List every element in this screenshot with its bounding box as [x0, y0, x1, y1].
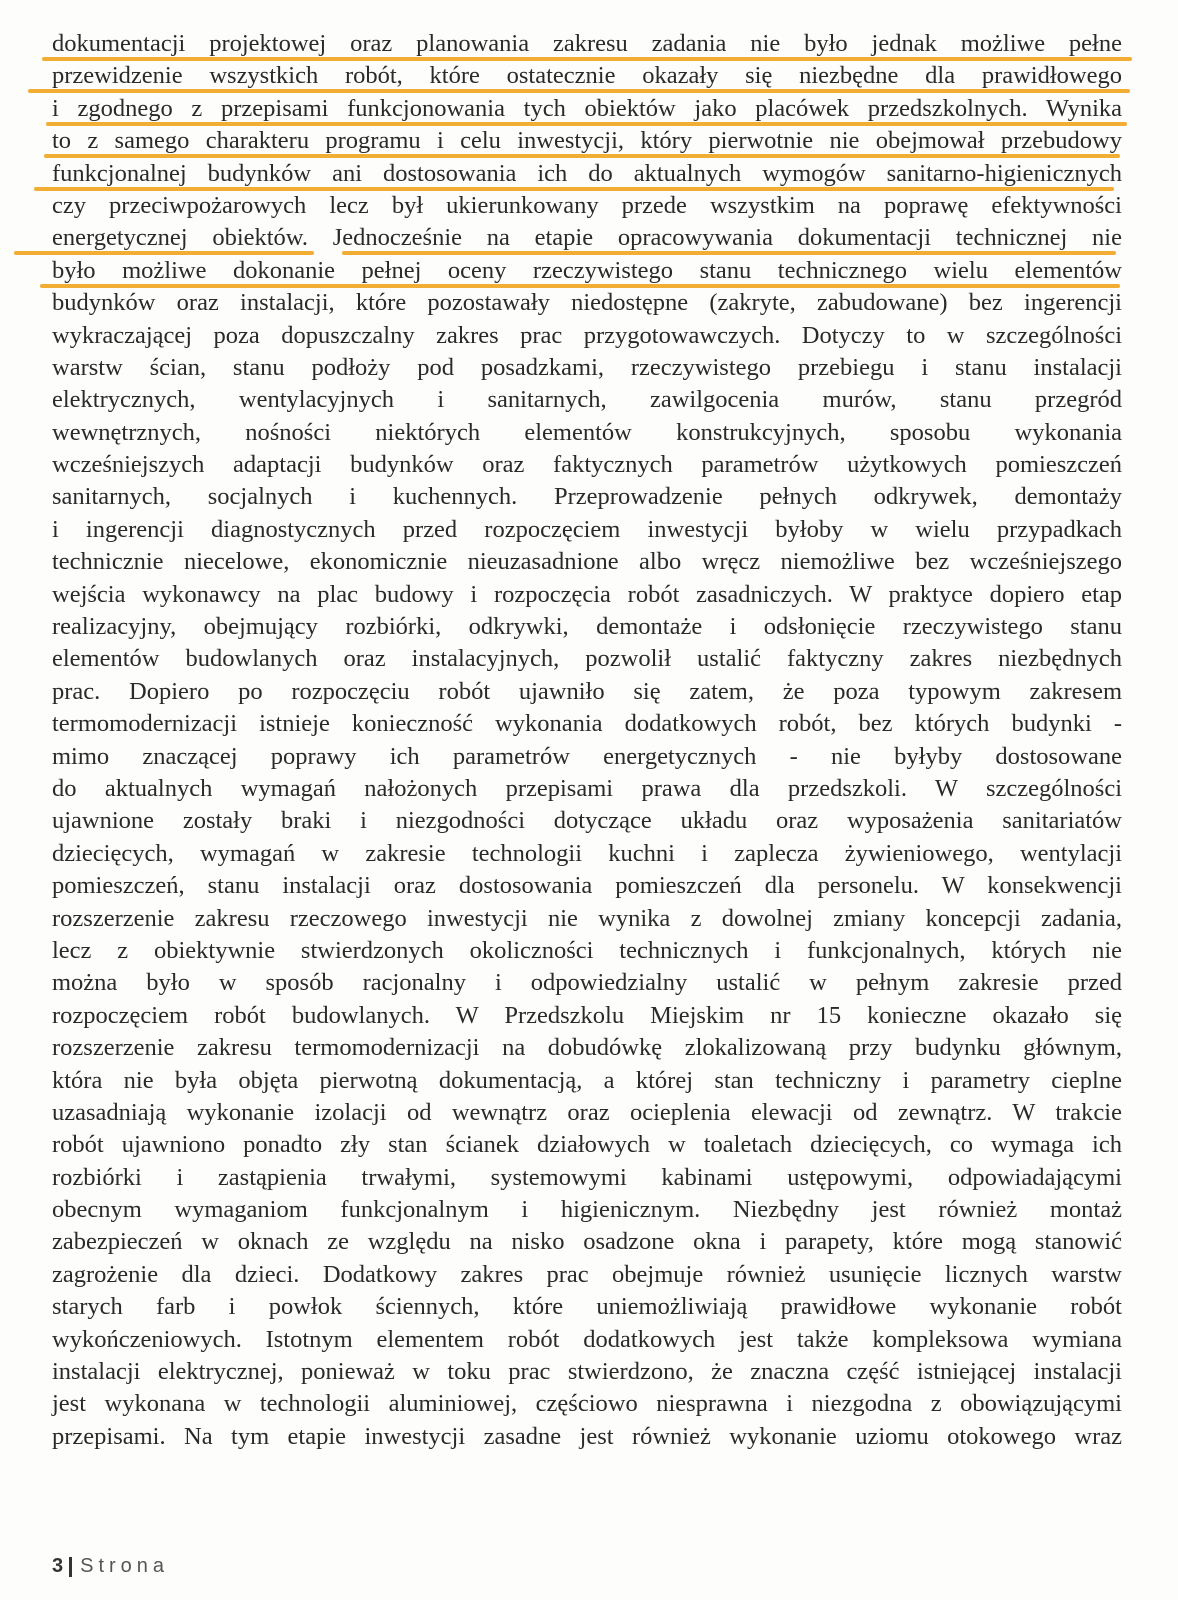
- text-line: pomieszczeń, stanu instalacji oraz dostosowania pomieszczeń dla personelu. W konsekwencji: [52, 872, 1122, 900]
- text-line: jest wykonana w technologii aluminiowej, częściowo niesprawna i niezgodna z obowiązującymi: [52, 1390, 1122, 1418]
- text-line: budynków oraz instalacji, które pozostawały niedostępne (zakryte, zabudowane) bez ingerencji: [52, 289, 1122, 317]
- page-footer: [52, 1555, 169, 1578]
- text-line: do aktualnych wymagań nałożonych przepisami prawa dla przedszkoli. W szczególności: [52, 774, 1122, 802]
- text-line: wykraczającej poza dopuszczalny zakres prac przygotowawczych. Dotyczy to w szczególności: [52, 321, 1122, 349]
- text-line: lecz z obiektywnie stwierdzonych okoliczności technicznych i funkcjonalnych, których nie: [52, 936, 1122, 964]
- highlighter-stroke: [42, 57, 1132, 61]
- highlighter-stroke: [342, 251, 1116, 255]
- text-line: instalacji elektrycznej, ponieważ w toku prac stwierdzono, że znaczna część istniejącej instalacji: [52, 1358, 1122, 1386]
- text-line: robót ujawniono ponadto zły stan ścianek działowych w toaletach dziecięcych, co wymaga ich: [52, 1131, 1122, 1159]
- highlighter-stroke: [46, 122, 1127, 126]
- text-line: prac. Dopiero po rozpoczęciu robót ujawniło się zatem, że poza typowym zakresem: [52, 677, 1122, 705]
- text-line: technicznie niecelowe, ekonomicznie nieuzasadnione albo wręcz niemożliwe bez wcześniejszego: [52, 548, 1122, 576]
- text-line: rozbiórki i zastąpienia trwałymi, systemowymi kabinami ustępowymi, odpowiadającymi: [52, 1163, 1122, 1191]
- text-line: wcześniejszych adaptacji budynków oraz faktycznych parametrów użytkowych pomieszczeń: [52, 451, 1122, 479]
- text-line: i ingerencji diagnostycznych przed rozpoczęciem inwestycji byłoby w wielu przypadkach: [52, 515, 1122, 543]
- body-text: [52, 28, 1122, 1453]
- text-line: dokumentacji projektowej oraz planowania zakresu zadania nie było jednak możliwe pełne: [52, 30, 1122, 57]
- text-line: przepisami. Na tym etapie inwestycji zasadne jest również wykonanie uziomu otokowego wraz: [52, 1422, 1122, 1450]
- highlighter-stroke: [14, 251, 314, 255]
- text-line: mimo znaczącej poprawy ich parametrów energetycznych - nie byłyby dostosowane: [52, 742, 1122, 770]
- text-line: to z samego charakteru programu i celu inwestycji, który pierwotnie nie obejmował przebudowy: [52, 127, 1122, 155]
- text-line: termomodernizacji istnieje konieczność wykonania dodatkowych robót, bez których budynki -: [52, 710, 1122, 738]
- highlighter-stroke: [44, 154, 1120, 158]
- text-line: było możliwe dokonanie pełnej oceny rzeczywistego stanu technicznego wielu elementów: [52, 256, 1122, 284]
- text-line: ujawnione zostały braki i niezgodności dotyczące układu oraz wyposażenia sanitariatów: [52, 807, 1122, 835]
- text-line: warstw ścian, stanu podłoży pod posadzkami, rzeczywistego przebiegu i stanu instalacji: [52, 353, 1122, 381]
- footer-separator: [69, 1557, 72, 1577]
- highlighter-stroke: [40, 284, 1120, 288]
- text-line: można było w sposób racjonalny i odpowiedzialny ustalić w pełnym zakresie przed: [52, 969, 1122, 997]
- text-line: realizacyjny, obejmujący rozbiórki, odkrywki, demontaże i odsłonięcie rzeczywistego stanu: [52, 613, 1122, 641]
- text-line: która nie była objęta pierwotną dokumentacją, a której stan techniczny i parametry cieplne: [52, 1066, 1122, 1094]
- text-line: dziecięcych, wymagań w zakresie technologii kuchni i zaplecza żywieniowego, wentylacji: [52, 839, 1122, 867]
- text-line: wewnętrznych, nośności niektórych elementów konstrukcyjnych, sposobu wykonania: [52, 418, 1122, 446]
- text-line: zabezpieczeń w oknach ze względu na nisko osadzone okna i parapety, które mogą stanowić: [52, 1228, 1122, 1256]
- text-line: wejścia wykonawcy na plac budowy i rozpoczęcia robót zasadniczych. W praktyce dopiero etap: [52, 580, 1122, 608]
- text-line: uzasadniają wykonanie izolacji od wewnątrz oraz ocieplenia elewacji od zewnątrz. W trakcie: [52, 1098, 1122, 1126]
- page-number: 3: [52, 1555, 64, 1577]
- text-line: elektrycznych, wentylacyjnych i sanitarnych, zawilgocenia murów, stanu przegród: [52, 386, 1122, 414]
- text-line: przewidzenie wszystkich robót, które ostatecznie okazały się niezbędne dla prawidłowego: [52, 62, 1122, 90]
- text-line: rozszerzenie zakresu rzeczowego inwestycji nie wynika z dowolnej zmiany koncepcji zadania,: [52, 904, 1122, 932]
- text-line: sanitarnych, socjalnych i kuchennych. Przeprowadzenie pełnych odkrywek, demontaży: [52, 483, 1122, 511]
- text-line: rozszerzenie zakresu termomodernizacji na dobudówkę zlokalizowaną przy budynku głównym,: [52, 1034, 1122, 1062]
- text-line: energetycznej obiektów. Jednocześnie na etapie opracowywania dokumentacji technicznej nie: [52, 224, 1122, 252]
- text-line: funkcjonalnej budynków ani dostosowania ich do aktualnych wymogów sanitarno-higienicznych: [52, 159, 1122, 187]
- text-line: starych farb i powłok ściennych, które uniemożliwiają prawidłowe wykonanie robót: [52, 1293, 1122, 1321]
- page-label: Strona: [80, 1555, 170, 1577]
- highlighter-stroke: [34, 187, 1114, 191]
- text-line: wykończeniowych. Istotnym elementem robót dodatkowych jest także kompleksowa wymiana: [52, 1325, 1122, 1353]
- text-line: i zgodnego z przepisami funkcjonowania tych obiektów jako placówek przedszkolnych. Wynika: [52, 94, 1122, 122]
- text-line: zagrożenie dla dzieci. Dodatkowy zakres prac obejmuje również usunięcie licznych warstw: [52, 1260, 1122, 1288]
- text-line: rozpoczęciem robót budowlanych. W Przedszkolu Miejskim nr 15 konieczne okazało się: [52, 1001, 1122, 1029]
- highlighter-stroke: [28, 89, 1130, 93]
- text-line: obecnym wymaganiom funkcjonalnym i higienicznym. Niezbędny jest również montaż: [52, 1196, 1122, 1224]
- text-line: elementów budowlanych oraz instalacyjnych, pozwolił ustalić faktyczny zakres niezbędnych: [52, 645, 1122, 673]
- text-line: czy przeciwpożarowych lecz był ukierunkowany przede wszystkim na poprawę efektywności: [52, 191, 1122, 219]
